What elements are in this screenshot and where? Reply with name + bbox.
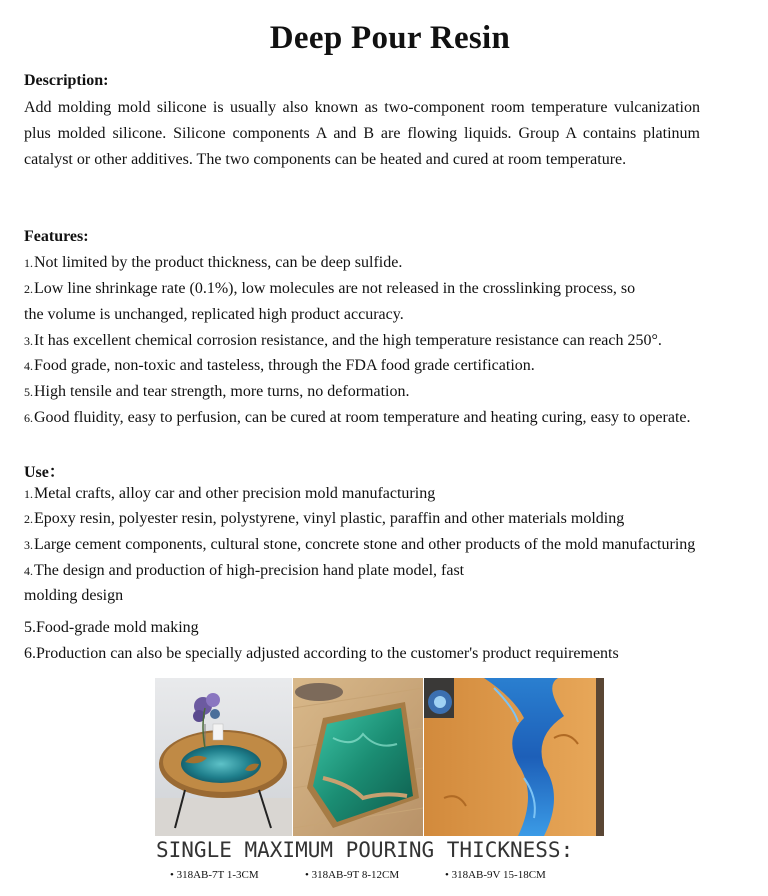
feature-text: Not limited by the product thickness, can be deep sulfide. bbox=[34, 254, 403, 271]
blue-river-table-photo bbox=[424, 678, 604, 836]
use-item bbox=[24, 645, 619, 663]
feature-item-continued bbox=[24, 306, 404, 324]
feature-item bbox=[24, 280, 635, 298]
description-heading: Description: bbox=[24, 72, 109, 89]
round-resin-table-photo bbox=[155, 678, 292, 836]
use-text: molding design bbox=[24, 587, 124, 604]
use-num: 5. bbox=[24, 619, 36, 636]
use-item-continued bbox=[24, 587, 123, 605]
feature-num: 3. bbox=[24, 334, 33, 348]
spec-item: • 318AB-7T 1-3CM bbox=[170, 869, 259, 881]
feature-item bbox=[24, 409, 691, 427]
feature-text: It has excellent chemical corrosion resistance, and the high temperature resistance can reach 250°. bbox=[34, 332, 662, 349]
green-resin-slab-photo bbox=[293, 678, 423, 836]
use-item bbox=[24, 485, 435, 503]
feature-text: Good fluidity, easy to perfusion, can be cured at room temperature and heating curing, easy to operate. bbox=[34, 409, 691, 426]
spec-item: • 318AB-9T 8-12CM bbox=[305, 869, 400, 881]
feature-item bbox=[24, 357, 535, 375]
green-resin-slab-image bbox=[293, 678, 423, 836]
use-item bbox=[24, 536, 695, 554]
use-item bbox=[24, 510, 624, 528]
use-text: Metal crafts, alloy car and other precision mold manufacturing bbox=[34, 485, 436, 502]
description-text: Add molding mold silicone is usually also known as two-component room temperature vulcanization plus molded silicone. Silicone components A and B are flowing liquids. Group A contains platinum catalyst or other additives. The two components can be heated and cured at room temperature. bbox=[24, 99, 700, 168]
features-heading: Features: bbox=[24, 228, 89, 245]
feature-text: Food grade, non-toxic and tasteless, through the FDA food grade certification. bbox=[34, 357, 535, 374]
feature-num: 2. bbox=[24, 282, 33, 296]
feature-num: 6. bbox=[24, 411, 33, 425]
page-title: Deep Pour Resin bbox=[269, 20, 511, 56]
use-num: 3. bbox=[24, 538, 33, 552]
feature-item bbox=[24, 332, 662, 350]
use-text: Large cement components, cultural stone, concrete stone and other products of the mold manufacturing bbox=[34, 536, 696, 553]
use-item bbox=[24, 562, 464, 580]
ghost-watermark bbox=[262, 62, 267, 83]
feature-item bbox=[24, 383, 409, 401]
feature-text: High tensile and tear strength, more turns, no deformation. bbox=[34, 383, 410, 400]
use-text: The design and production of high-precision hand plate model, fast bbox=[34, 562, 465, 579]
feature-text: the volume is unchanged, replicated high product accuracy. bbox=[24, 306, 404, 323]
use-num: 6. bbox=[24, 645, 36, 662]
use-num: 2. bbox=[24, 512, 33, 526]
feature-item bbox=[24, 254, 402, 272]
blue-river-table-image bbox=[424, 678, 604, 836]
spec-item: • 318AB-9V 15-18CM bbox=[445, 869, 546, 881]
feature-text: Low line shrinkage rate (0.1%), low molecules are not released in the crosslinking process, so bbox=[34, 280, 636, 297]
use-num: 4. bbox=[24, 564, 33, 578]
use-num: 1. bbox=[24, 487, 33, 501]
use-item bbox=[24, 619, 199, 637]
feature-num: 4. bbox=[24, 359, 33, 373]
pouring-thickness-caption: SINGLE MAXIMUM POURING THICKNESS: bbox=[156, 838, 574, 862]
feature-num: 1. bbox=[24, 256, 33, 270]
feature-num: 5. bbox=[24, 385, 33, 399]
use-heading: Use： bbox=[24, 464, 65, 481]
round-resin-table-image bbox=[155, 678, 292, 836]
use-text: Production can also be specially adjusted according to the customer's product requirements bbox=[36, 645, 619, 662]
use-text: Food-grade mold making bbox=[36, 619, 199, 636]
use-text: Epoxy resin, polyester resin, polystyrene, vinyl plastic, paraffin and other materials molding bbox=[34, 510, 625, 527]
